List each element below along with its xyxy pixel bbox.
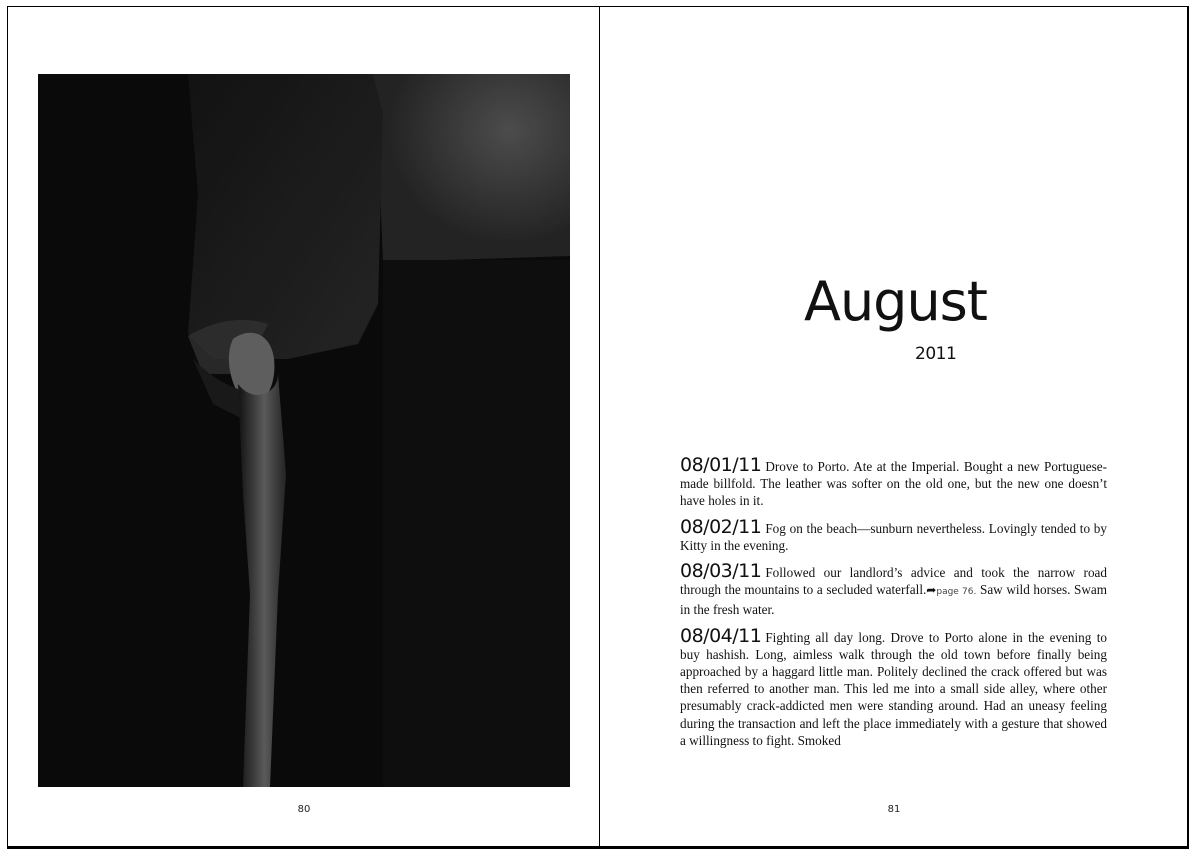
year-heading: 2011 bbox=[915, 344, 957, 364]
chapter-title bbox=[788, 270, 1028, 375]
photo-image bbox=[38, 74, 570, 787]
page-ref-arrow-icon: ➦ bbox=[926, 583, 937, 598]
entry-text: Followed our landlord’s advice and took the narrow road through the mountains to a secluded waterfall. bbox=[680, 565, 1107, 598]
book-spread bbox=[7, 6, 1189, 849]
diary-entry bbox=[680, 454, 1107, 510]
page-number-left: 80 bbox=[297, 804, 311, 815]
diary-entry bbox=[680, 515, 1107, 554]
page-gutter bbox=[599, 7, 600, 846]
diary-entry bbox=[680, 624, 1107, 749]
entry-date: 08/02/11 bbox=[680, 515, 762, 538]
entry-date: 08/04/11 bbox=[680, 624, 762, 647]
page-reference[interactable]: page 76. bbox=[936, 587, 977, 598]
diary-entry bbox=[680, 560, 1108, 619]
photograph bbox=[38, 74, 570, 787]
entry-text: Fighting all day long. Drove to Porto alone in the evening to buy hashish. Long, aimless walk through the old town before finally being approached by a haggard little man. Politely declined the crack offered but was then referred to another man. This led me into a small side alley, where other presumably crack-addicted men were standing around. Had an uneasy feeling during the transaction and left the place immediately with a gesture that showed a willingness to fight. Smoked bbox=[680, 629, 1107, 748]
entry-text: Drove to Porto. Ate at the Imperial. Bought a new Portuguese-made billfold. The leather was softer on the old one, but the new one doesn’t have holes in it. bbox=[680, 459, 1107, 509]
entry-text: Saw wild horses. Swam in the fresh water. bbox=[680, 582, 1108, 618]
diary-entries bbox=[680, 454, 1108, 758]
page-number-right: 81 bbox=[887, 804, 901, 815]
entry-text: Fog on the beach—sunburn nevertheless. Lovingly tended to by Kitty in the evening. bbox=[680, 520, 1107, 553]
entry-date: 08/01/11 bbox=[680, 454, 762, 476]
entry-date: 08/03/11 bbox=[680, 560, 762, 583]
month-heading: August bbox=[804, 270, 987, 333]
